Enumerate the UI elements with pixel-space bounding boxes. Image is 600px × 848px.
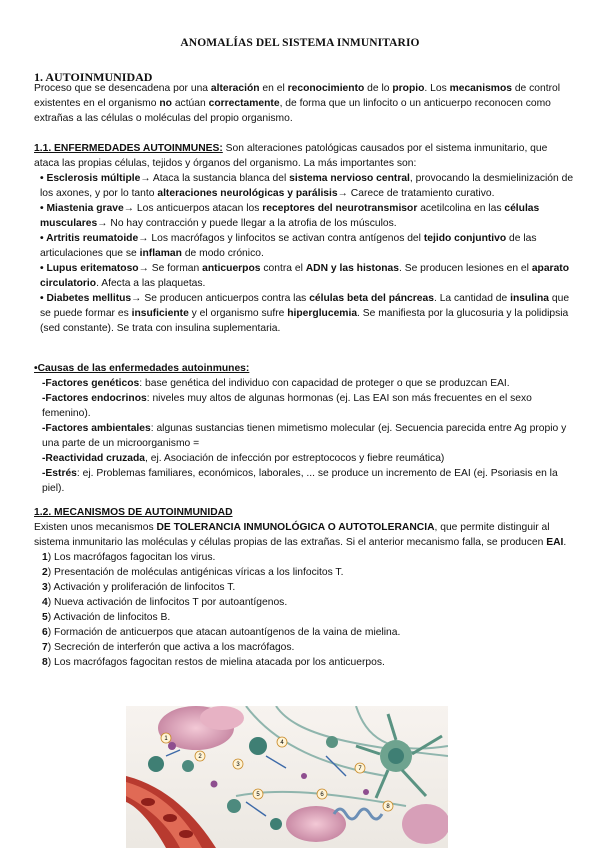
subsection-heading-enfermedades: 1.1. ENFERMEDADES AUTOINMUNES: <box>34 143 223 154</box>
step-item: 3) Activación y proliferación de linfocitos T. <box>42 582 236 593</box>
step-badge: 1 <box>164 736 168 742</box>
step-badge: 6 <box>320 792 324 798</box>
step-item: 1) Los macrófagos fagocitan los virus. <box>42 552 216 563</box>
step-item: 2) Presentación de moléculas antigénicas víricas a los linfocitos T. <box>42 567 344 578</box>
list-item: -Reactividad cruzada, ej. Asociación de infección por estreptococos y fiebre reumática) <box>42 453 445 464</box>
step-badge: 7 <box>358 766 362 772</box>
causas-section <box>34 361 574 496</box>
step-badge: 3 <box>236 762 240 768</box>
autoinmunidad-paragraph: Proceso que se desencadena por una alteración en el reconocimiento de lo propio. Los mecanismos de control existentes en el organismo no actúan correctamente, de forma que un linfocito o un anticuerpo reconocen como extrañas a las células o moléculas del propio organismo. <box>34 83 561 124</box>
list-item: • Esclerosis múltiple→ Ataca la sustancia blanca del sistema nervioso central, provocando la desmielinización de los axones, y por lo tanto alteraciones neurológicas y parálisis→ Carece de tratamiento curativo. <box>40 173 574 199</box>
step-badge: 5 <box>256 792 260 798</box>
causas-heading: •Causas de las enfermedades autoinmunes: <box>34 363 250 374</box>
list-item: • Lupus eritematoso→ Se forman anticuerpos contra el ADN y las histonas. Se producen lesiones en el aparato circulatorio. Afecta a las plaquetas. <box>40 263 570 289</box>
page-title: ANOMALÍAS DEL SISTEMA INMUNITARIO <box>180 37 420 49</box>
step-badge: 8 <box>386 804 390 810</box>
list-item: -Factores genéticos: base genética del individuo con capacidad de proteger o que se produzcan EAI. <box>42 378 510 389</box>
step-item: 5) Activación de linfocitos B. <box>42 612 171 623</box>
step-item: 8) Los macrófagos fagocitan restos de mielina atacada por los anticuerpos. <box>42 657 385 668</box>
list-item: • Diabetes mellitus→ Se producen anticuerpos contra las células beta del páncreas. La cantidad de insulina que se puede formar es insuficiente y el organismo sufre hiperglucemia. Se manifiesta por la glucosuria y la polidipsia (sed constante). Se trata con insulina suplementaria. <box>40 293 570 334</box>
subsection-heading-mecanismos: 1.2. MECANISMOS DE AUTOINMUNIDAD <box>34 507 233 518</box>
section-heading-autoinmunidad: 1. AUTOINMUNIDAD <box>34 70 153 84</box>
enfermedades-autoinmunes-section <box>34 141 574 336</box>
list-item: -Factores ambientales: algunas sustancias tienen mimetismo molecular (ej. Secuencia parecida entre Ag propio y una parte de un microorganismo = <box>42 423 567 449</box>
step-badge: 4 <box>280 740 284 746</box>
step-item: 6) Formación de anticuerpos que atacan autoantígenos de la vaina de mielina. <box>42 627 401 638</box>
autoimmunity-mechanism-illustration <box>126 706 448 848</box>
list-item: • Artritis reumatoide→ Los macrófagos y linfocitos se activan contra antígenos del tejido conjuntivo de las articulaciones que se inflaman de modo crónico. <box>40 233 537 259</box>
list-item: -Factores endocrinos: niveles muy altos de algunas hormonas (ej. Las EAI son más frecuentes en el sexo femenino). <box>42 393 532 419</box>
step-badge: 2 <box>198 754 202 760</box>
illustration-svg <box>126 706 448 848</box>
step-item: 7) Secreción de interferón que activa a los macrófagos. <box>42 642 295 653</box>
enfermedades-intro: 1.1. ENFERMEDADES AUTOINMUNES: Son alteraciones patológicas causados por el sistema inmunitario, que ataca las propias células, tejidos y órganos del organismo. La más importantes son: <box>34 143 548 169</box>
mecanismos-section <box>34 505 574 670</box>
list-item: • Miastenia grave→ Los anticuerpos atacan los receptores del neurotransmisor acetilcolina en las células musculares→ No hay contracción y puede llegar a la atrofia de los músculos. <box>40 203 540 229</box>
step-item: 4) Nueva activación de linfocitos T por autoantígenos. <box>42 597 288 608</box>
mecanismos-paragraph: Existen unos mecanismos DE TOLERANCIA INMUNOLÓGICA O AUTOTOLERANCIA, que permite distinguir al sistema inmunitario las moléculas y células propias de las extrañas. Si el anterior mecanismo falla, se producen EAI. <box>34 522 567 548</box>
list-item: -Estrés: ej. Problemas familiares, económicos, laborales, ... se produce un incremento de EAI (ej. Psoriasis en la piel). <box>42 468 558 494</box>
